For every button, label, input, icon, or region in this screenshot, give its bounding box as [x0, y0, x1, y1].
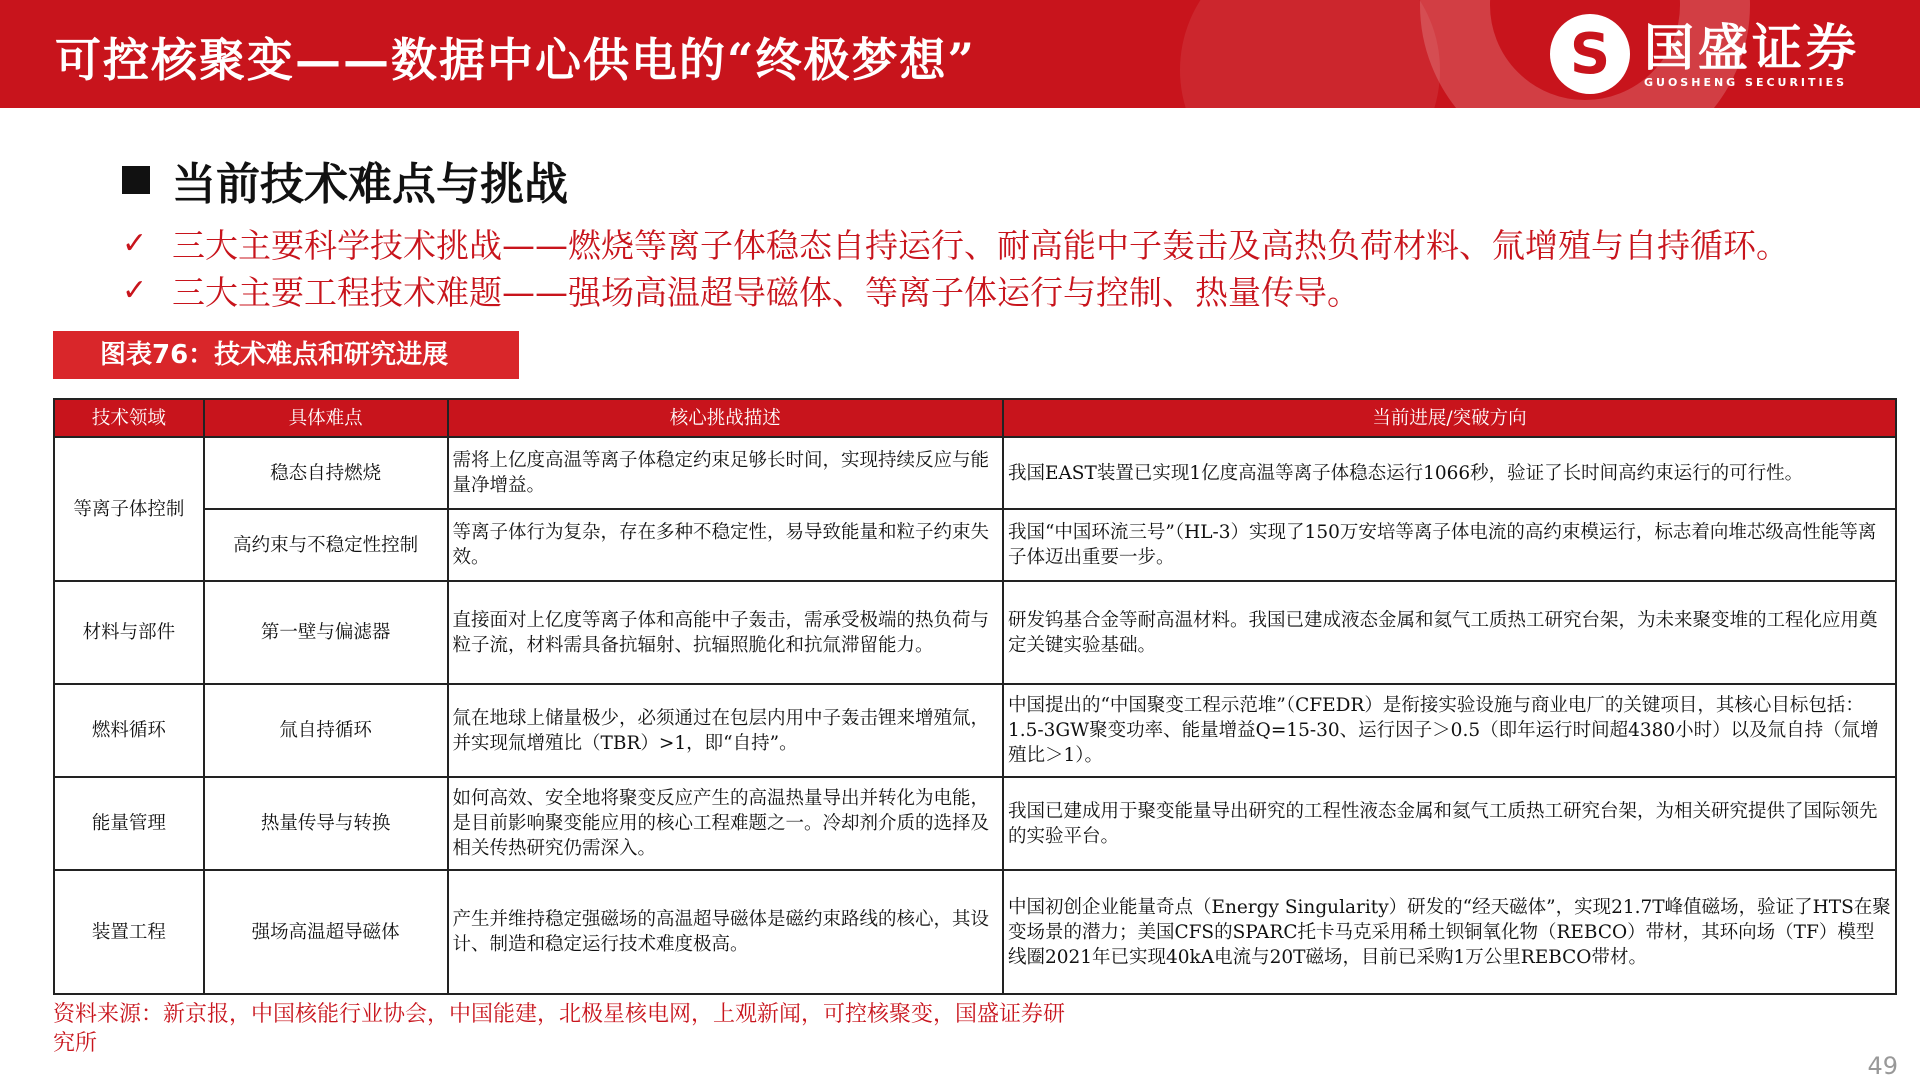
table-row	[54, 581, 1896, 684]
section-heading	[122, 148, 568, 212]
progress-cell: 中国初创企业能量奇点（Energy Singularity）研发的“经天磁体”，实现21.7T峰值磁场，验证了HTS在聚变场景的潜力；美国CFS的SPARC托卡马克采用稀土钡铜氧化物（REBCO）带材，其环向场（TF）模型线圈2021年已实现40kA电流与20T磁场，目前已采购1万公里REBCO带材。	[1003, 870, 1896, 994]
difficulty-cell: 高约束与不稳定性控制	[204, 509, 448, 581]
challenge-cell: 直接面对上亿度等离子体和高能中子轰击，需承受极端的热负荷与粒子流，材料需具备抗辐射、抗辐照脆化和抗氚滞留能力。	[448, 581, 1003, 684]
figure-caption: 图表76：技术难点和研究进展	[53, 331, 519, 379]
challenge-cell: 等离子体行为复杂，存在多种不稳定性，易导致能量和粒子约束失效。	[448, 509, 1003, 581]
table-row	[54, 777, 1896, 870]
logo-text-en: GUOSHENG SECURITIES	[1644, 75, 1848, 89]
field-cell: 能量管理	[54, 777, 204, 870]
header-decoration	[1180, 0, 1440, 108]
difficulty-cell: 第一壁与偏滤器	[204, 581, 448, 684]
square-bullet-icon	[122, 166, 150, 194]
challenge-cell: 如何高效、安全地将聚变反应产生的高温热量导出并转化为电能，是目前影响聚变能应用的核心工程难题之一。冷却剂介质的选择及相关传热研究仍需深入。	[448, 777, 1003, 870]
difficulty-cell: 氚自持循环	[204, 684, 448, 777]
company-logo	[1550, 14, 1860, 94]
bullet-item	[122, 220, 1789, 267]
bullet-item	[122, 267, 1360, 314]
progress-cell: 我国EAST装置已实现1亿度高温等离子体稳态运行1066秒，验证了长时间高约束运行的可行性。	[1003, 437, 1896, 509]
section-heading-text: 当前技术难点与挑战	[172, 159, 568, 210]
field-cell: 装置工程	[54, 870, 204, 994]
difficulty-cell: 稳态自持燃烧	[204, 437, 448, 509]
progress-cell: 我国已建成用于聚变能量导出研究的工程性液态金属和氦气工质热工研究台架，为相关研究提供了国际领先的实验平台。	[1003, 777, 1896, 870]
column-header: 核心挑战描述	[448, 399, 1003, 437]
table-row	[54, 437, 1896, 509]
challenge-cell: 氚在地球上储量极少，必须通过在包层内用中子轰击锂来增殖氚，并实现氚增殖比（TBR）>1，即“自持”。	[448, 684, 1003, 777]
table-row	[54, 509, 1896, 581]
difficulty-cell: 热量传导与转换	[204, 777, 448, 870]
source-note: 资料来源：新京报，中国核能行业协会，中国能建，北极星核电网，上观新闻，可控核聚变，国盛证券研究所	[53, 1002, 1066, 1056]
checkmark-icon: ✓	[122, 226, 148, 261]
column-header: 技术领域	[54, 399, 204, 437]
challenge-cell: 产生并维持稳定强磁场的高温超导磁体是磁约束路线的核心，其设计、制造和稳定运行技术难度极高。	[448, 870, 1003, 994]
bullet-text: 三大主要工程技术难题——强场高温超导磁体、等离子体运行与控制、热量传导。	[172, 273, 1360, 312]
logo-icon: S	[1550, 14, 1630, 94]
bullet-text: 三大主要科学技术挑战——燃烧等离子体稳态自持运行、耐高能中子轰击及高热负荷材料、氚增殖与自持循环。	[172, 226, 1789, 265]
field-cell: 燃料循环	[54, 684, 204, 777]
progress-cell: 我国“中国环流三号”（HL-3）实现了150万安培等离子体电流的高约束模运行，标志着向堆芯级高性能等离子体迈出重要一步。	[1003, 509, 1896, 581]
table-row	[54, 684, 1896, 777]
page-title: 可控核聚变——数据中心供电的“终极梦想”	[55, 33, 976, 87]
progress-cell: 中国提出的“中国聚变工程示范堆”（CFEDR）是衔接实验设施与商业电厂的关键项目，其核心目标包括：1.5-3GW聚变功率、能量增益Q=15-30、运行因子＞0.5（即年运行时间超4380小时）以及氚自持（氚增殖比＞1）。	[1003, 684, 1896, 777]
page-number: 49	[1867, 1052, 1898, 1080]
challenges-table	[53, 398, 1897, 995]
column-header: 具体难点	[204, 399, 448, 437]
checkmark-icon: ✓	[122, 273, 148, 308]
difficulty-cell: 强场高温超导磁体	[204, 870, 448, 994]
logo-text-cn: 国盛证券	[1644, 17, 1860, 77]
table-header-row	[54, 399, 1896, 437]
challenge-cell: 需将上亿度高温等离子体稳定约束足够长时间，实现持续反应与能量净增益。	[448, 437, 1003, 509]
field-cell: 材料与部件	[54, 581, 204, 684]
progress-cell: 研发钨基合金等耐高温材料。我国已建成液态金属和氦气工质热工研究台架，为未来聚变堆的工程化应用奠定关键实验基础。	[1003, 581, 1896, 684]
table-row	[54, 870, 1896, 994]
header-banner	[0, 0, 1920, 108]
field-cell: 等离子体控制	[54, 437, 204, 581]
column-header: 当前进展/突破方向	[1003, 399, 1896, 437]
